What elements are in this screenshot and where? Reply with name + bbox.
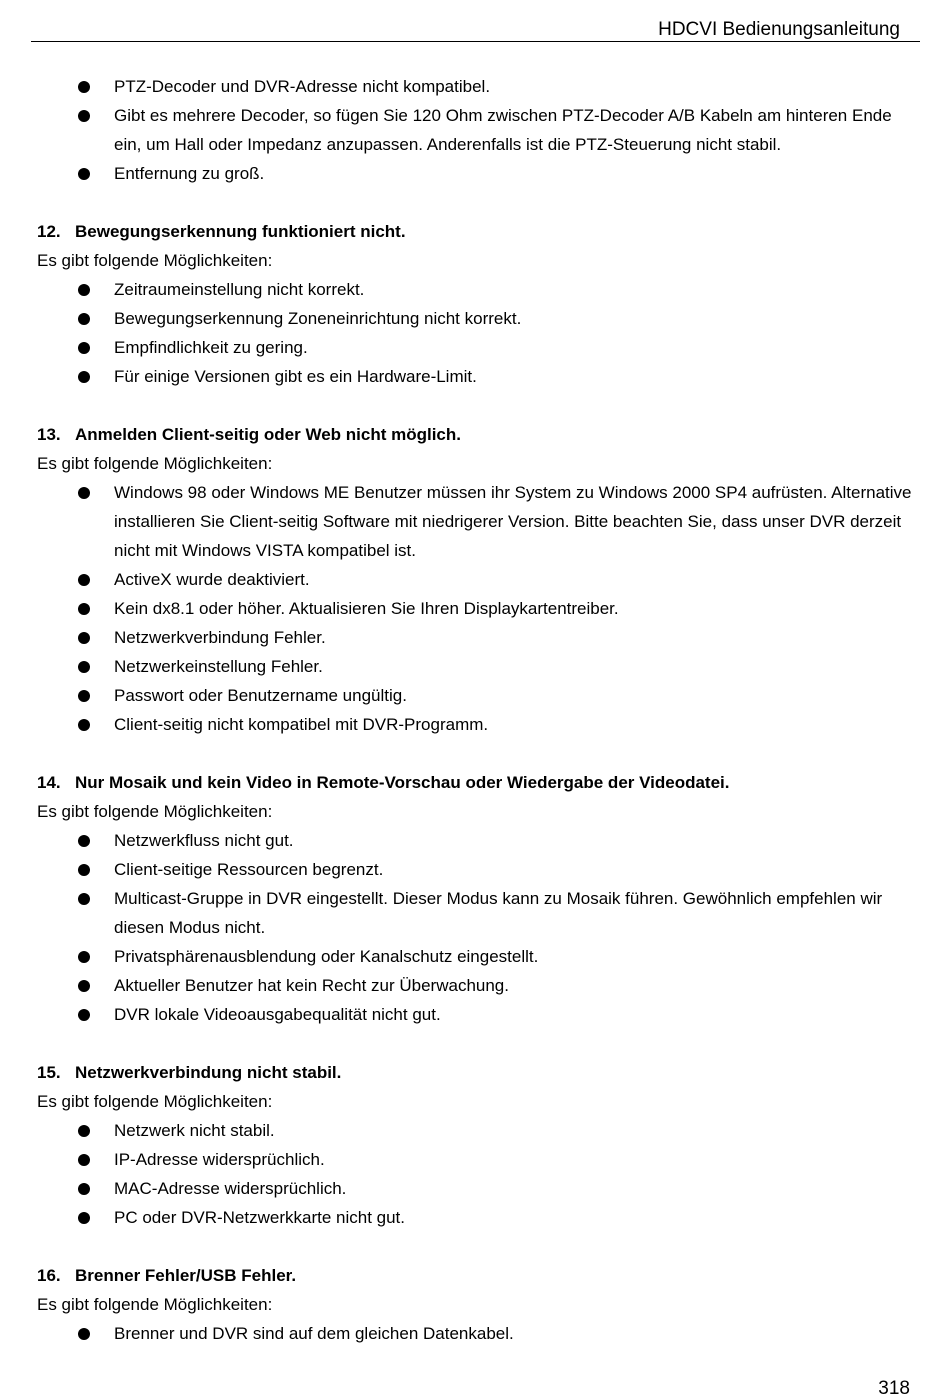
list-item-text: Passwort oder Benutzername ungültig. [114,686,407,705]
page-number: 318 [878,1378,910,1399]
section-heading [37,420,912,449]
bullet-icon [78,603,90,615]
section-14 [37,768,912,1029]
list-item-text: PTZ-Decoder und DVR-Adresse nicht kompatibel. [114,77,491,96]
list-item [37,710,912,739]
section-number: 13. [37,425,61,444]
list-item-text: Privatsphärenausblendung oder Kanalschutz eingestellt. [114,947,539,966]
list-item [37,72,912,101]
bullet-icon [78,168,90,180]
bullet-icon [78,690,90,702]
list-item [37,594,912,623]
bullet-icon [78,719,90,731]
list-item-text: DVR lokale Videoausgabequalität nicht gut. [114,1005,441,1024]
bullet-icon [78,980,90,992]
section-bullet-list [37,478,912,739]
bullet-icon [78,1154,90,1166]
bullet-icon [78,835,90,847]
section-title: Nur Mosaik und kein Video in Remote-Vorschau oder Wiedergabe der Videodatei. [75,773,730,792]
section-title: Anmelden Client-seitig oder Web nicht möglich. [75,425,461,444]
list-item [37,1174,912,1203]
list-item-text: PC oder DVR-Netzwerkkarte nicht gut. [114,1208,405,1227]
list-item-text: Netzwerk nicht stabil. [114,1121,275,1140]
section-number: 15. [37,1063,61,1082]
section-bullet-list [37,1116,912,1232]
list-item [37,942,912,971]
section-number: 12. [37,222,61,241]
list-item [37,159,912,188]
section-title: Netzwerkverbindung nicht stabil. [75,1063,342,1082]
list-item [37,1319,912,1348]
header-title: HDCVI Bedienungsanleitung [658,19,900,40]
bullet-icon [78,951,90,963]
list-item [37,971,912,1000]
list-item-text: Gibt es mehrere Decoder, so fügen Sie 120 Ohm zwischen PTZ-Decoder A/B Kabeln am hinteren Ende ein, um Hall oder Impedanz anzupassen. Anderenfalls ist die PTZ-Steuerung nicht stabil. [114,106,892,154]
list-item [37,333,912,362]
section-bullet-list [37,275,912,391]
list-item [37,1116,912,1145]
section-number: 14. [37,773,61,792]
bullet-icon [78,284,90,296]
bullet-icon [78,342,90,354]
list-item-text: Client-seitige Ressourcen begrenzt. [114,860,384,879]
list-item-text: Bewegungserkennung Zoneneinrichtung nicht korrekt. [114,309,522,328]
list-item-text: Brenner und DVR sind auf dem gleichen Datenkabel. [114,1324,514,1343]
list-item-text: Client-seitig nicht kompatibel mit DVR-Programm. [114,715,489,734]
list-item [37,565,912,594]
section-intro: Es gibt folgende Möglichkeiten: [37,1092,273,1111]
list-item-text: Entfernung zu groß. [114,164,265,183]
section-bullet-list [37,826,912,1029]
bullet-icon [78,313,90,325]
section-heading [37,1261,912,1290]
bullet-icon [78,1183,90,1195]
list-item-text: Netzwerkeinstellung Fehler. [114,657,323,676]
bullet-icon [78,1009,90,1021]
list-item [37,855,912,884]
list-item-text: Windows 98 oder Windows ME Benutzer müssen ihr System zu Windows 2000 SP4 aufrüsten. Alternative installieren Sie Client-seitig Software mit niedrigerer Version. Bitte beachten Sie, dass unser DVR derzeit nicht mit Windows VISTA kompatibel ist. [114,483,912,560]
section-13 [37,420,912,739]
list-item [37,884,912,942]
bullet-icon [78,632,90,644]
list-item-text: Zeitraumeinstellung nicht korrekt. [114,280,365,299]
list-item [37,101,912,159]
bullet-icon [78,893,90,905]
bullet-icon [78,574,90,586]
section-heading [37,768,912,797]
list-item [37,478,912,565]
list-item-text: Für einige Versionen gibt es ein Hardware-Limit. [114,367,477,386]
section-bullet-list [37,1319,912,1348]
list-item-text: MAC-Adresse widersprüchlich. [114,1179,347,1198]
list-item-text: ActiveX wurde deaktiviert. [114,570,310,589]
bullet-icon [78,864,90,876]
section-intro: Es gibt folgende Möglichkeiten: [37,1295,273,1314]
section-15 [37,1058,912,1232]
bullet-icon [78,371,90,383]
section-title: Bewegungserkennung funktioniert nicht. [75,222,406,241]
list-item-text: Aktueller Benutzer hat kein Recht zur Überwachung. [114,976,509,995]
bullet-icon [78,81,90,93]
section-number: 16. [37,1266,61,1285]
section-intro: Es gibt folgende Möglichkeiten: [37,454,273,473]
list-item [37,1145,912,1174]
list-item [37,652,912,681]
list-item-text: IP-Adresse widersprüchlich. [114,1150,325,1169]
bullet-icon [78,110,90,122]
list-item-text: Kein dx8.1 oder höher. Aktualisieren Sie Ihren Displaykartentreiber. [114,599,619,618]
bullet-icon [78,661,90,673]
list-item-text: Empfindlichkeit zu gering. [114,338,308,357]
list-item [37,623,912,652]
bullet-icon [78,1125,90,1137]
section-heading [37,217,912,246]
list-item [37,275,912,304]
list-item [37,826,912,855]
list-item [37,1000,912,1029]
page-content [37,72,912,1348]
section-heading [37,1058,912,1087]
list-item [37,362,912,391]
list-item [37,1203,912,1232]
list-item-text: Netzwerkfluss nicht gut. [114,831,294,850]
section-intro: Es gibt folgende Möglichkeiten: [37,802,273,821]
header-divider [31,41,920,42]
section-title: Brenner Fehler/USB Fehler. [75,1266,297,1285]
bullet-icon [78,1328,90,1340]
list-item [37,304,912,333]
list-item [37,681,912,710]
list-item-text: Multicast-Gruppe in DVR eingestellt. Dieser Modus kann zu Mosaik führen. Gewöhnlich empfehlen wir diesen Modus nicht. [114,889,883,937]
bullet-icon [78,1212,90,1224]
section-intro: Es gibt folgende Möglichkeiten: [37,251,273,270]
section-16 [37,1261,912,1348]
bullet-icon [78,487,90,499]
top-bullet-list [37,72,912,188]
list-item-text: Netzwerkverbindung Fehler. [114,628,326,647]
section-12 [37,217,912,391]
